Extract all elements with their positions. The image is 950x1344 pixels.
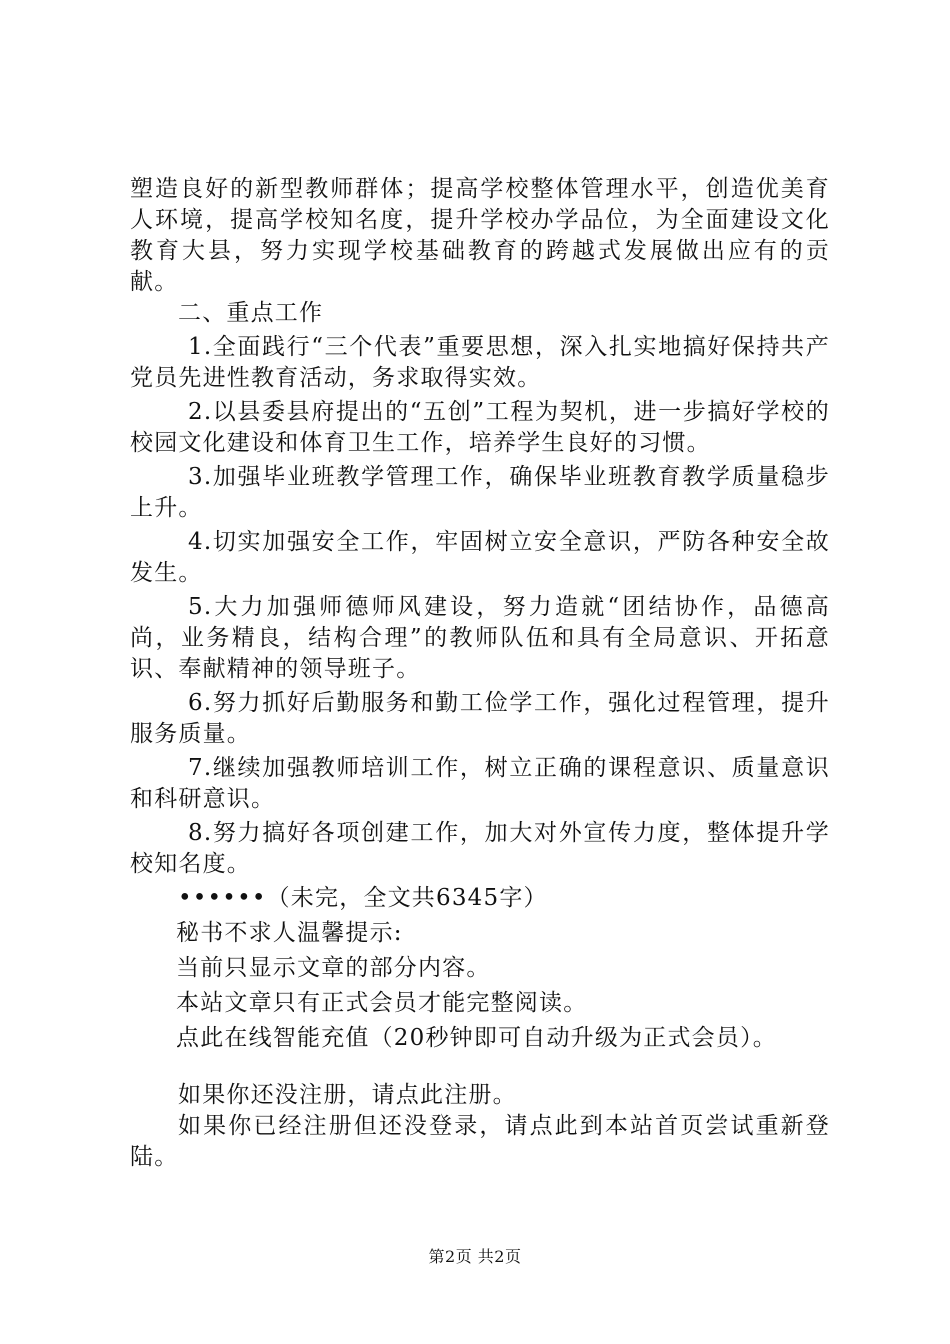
intro-paragraph: 塑造良好的新型教师群体；提高学校整体管理水平，创造优美育人环境，提高学校知名度，提升学校办学品位，为全面建设文化教育大县，努力实现学校基础教育的跨越式发展做出应有的贡献。 [130,176,830,295]
spacer [130,1054,830,1080]
login-link[interactable]: 如果你已经注册但还没登录，请点此到本站首页尝试重新登陆。 [130,1113,830,1170]
work-item-1: 1.全面践行“三个代表”重要思想，深入扎实地搞好保持共产党员先进性教育活动，务求取得实效。 [130,334,830,391]
document-body [130,174,830,1173]
work-item-7: 7.继续加强教师培训工作，树立正确的课程意识、质量意识和科研意识。 [130,755,830,812]
notice-line-2: 本站文章只有正式会员才能完整阅读。 [176,990,588,1016]
notice-title: 秘书不求人温馨提示: [176,920,403,946]
notice-line-1: 当前只显示文章的部分内容。 [176,955,491,981]
work-item-5: 5.大力加强师德师风建设，努力造就“团结协作，品德高尚，业务精良，结构合理”的教师队伍和具有全局意识、开拓意识、奉献精神的领导班子。 [130,594,830,682]
section-heading: 二、重点工作 [178,300,324,326]
page-footer: 第2页 共2页 [428,1247,522,1266]
work-item-6: 6.努力抓好后勤服务和勤工俭学工作，强化过程管理，提升服务质量。 [130,690,830,747]
register-link[interactable]: 如果你还没注册，请点此注册。 [178,1082,517,1108]
work-item-3: 3.加强毕业班教学管理工作，确保毕业班教育教学质量稳步上升。 [130,464,830,521]
work-item-4: 4.切实加强安全工作，牢固树立安全意识，严防各种安全故发生。 [130,529,830,586]
work-item-8: 8.努力搞好各项创建工作，加大对外宣传力度，整体提升学校知名度。 [130,820,830,877]
recharge-link[interactable]: 点此在线智能充值（20秒钟即可自动升级为正式会员）。 [176,1025,777,1051]
truncation-note: ••••••（未完，全文共6345字） [178,885,548,911]
work-item-2: 2.以县委县府提出的“五创”工程为契机，进一步搞好学校的校园文化建设和体育卫生工作，培养学生良好的习惯。 [130,399,830,456]
